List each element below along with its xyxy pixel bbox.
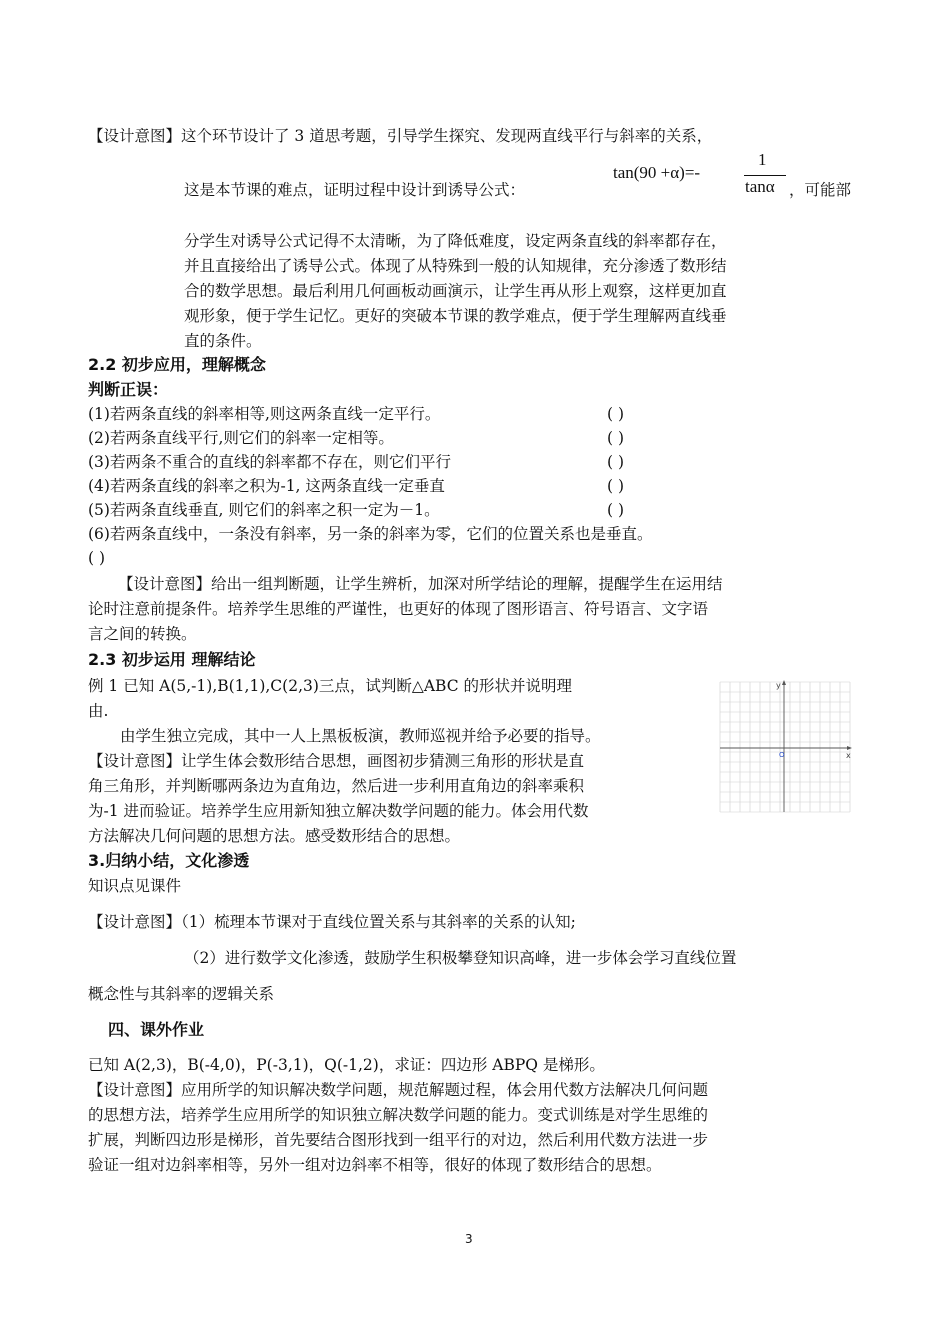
section-heading: 3.归纳小结，文化渗透 [88,851,250,870]
origin-label: O [779,751,785,759]
example-text: 由. [88,702,109,720]
design-intent-line: 并且直接给出了诱导公式。体现了从特殊到一般的认知规律，充分渗透了数形结 [184,257,727,275]
answer-blank: ( ) [607,405,625,423]
design-intent-line: 概念性与其斜率的逻辑关系 [88,985,275,1003]
page-number: 3 [465,1232,473,1246]
judgement-item: (3)若两条不重合的直线的斜率都不存在，则它们平行 [88,453,451,471]
design-intent-line: 验证一组对边斜率相等，另外一组对边斜率不相等，很好的体现了数形结合的思想。 [88,1156,662,1174]
subheading: 判断正误： [88,380,169,399]
answer-blank: ( ) [607,501,625,519]
homework-problem: 已知 A(2,3)，B(-4,0)，P(-3,1)，Q(-1,2)，求证：四边形 ABPQ 是梯形。 [88,1056,605,1074]
design-intent-line: 扩展，判断四边形是梯形，首先要结合图形找到一组平行的对边，然后利用代数方法进一步 [88,1131,709,1149]
design-intent-line: 【设计意图】应用所学的知识解决数学问题，规范解题过程，体会用代数方法解决几何问题 [88,1081,709,1099]
design-intent-line: 这是本节课的难点，证明过程中设计到诱导公式： [184,181,526,199]
design-intent-line: 分学生对诱导公式记得不太清晰，为了降低难度，设定两条直线的斜率都存在， [184,232,727,250]
section-heading: 2.3 初步运用 理解结论 [88,650,256,669]
judgement-item: (1)若两条直线的斜率相等,则这两条直线一定平行。 [88,405,441,423]
fraction-bar [744,175,786,176]
example-guide: 由学生独立完成，其中一人上黑板板演，教师巡视并给予必要的指导。 [120,727,601,745]
design-intent-line: 直的条件。 [184,332,262,350]
design-intent-line: （2）进行数学文化渗透，鼓励学生积极攀登知识高峰，进一步体会学习直线位置 [184,949,737,967]
answer-blank: ( ) [607,453,625,471]
body-text: 知识点见课件 [88,877,182,895]
formula-lhs: tan(90 +α)=- [613,163,701,182]
x-axis-arrow [847,746,852,750]
answer-blank: ( ) [607,429,625,447]
design-intent-line: 的思想方法，培养学生应用所学的知识独立解决数学问题的能力。变式训练是对学生思维的 [88,1106,709,1124]
design-intent-line: 言之间的转换。 [88,625,197,643]
design-intent-line: 方法解决几何问题的思想方法。感受数形结合的思想。 [88,827,461,845]
y-axis-arrow [782,680,786,685]
x-axis-label: x [846,751,851,760]
section-heading: 2.2 初步应用，理解概念 [88,355,266,374]
judgement-item: (5)若两条直线垂直, 则它们的斜率之积一定为－1。 [88,501,440,519]
y-axis-label: y [776,681,781,690]
design-intent-line: 【设计意图】（1）梳理本节课对于直线位置关系与其斜率的关系的认知; [88,913,576,931]
answer-blank: ( ) [607,477,625,495]
design-intent-line: 为-1 进而验证。培养学生应用新知独立解决数学问题的能力。体会用代数 [88,802,589,820]
answer-blank: ( ) [88,549,106,567]
judgement-item: (4)若两条直线的斜率之积为-1, 这两条直线一定垂直 [88,477,445,495]
design-intent-line: 角三角形，并判断哪两条边为直角边，然后进一步利用直角边的斜率乘积 [88,777,585,795]
design-intent-line: 【设计意图】这个环节设计了 3 道思考题，引导学生探究、发现两直线平行与斜率的关系， [88,127,713,145]
example-text: 例 1 已知 A(5,-1),B(1,1),C(2,3)三点，试判断△ABC 的形状并说明理 [88,677,572,695]
design-intent-line: 论时注意前提条件。培养学生思维的严谨性，也更好的体现了图形语言、符号语言、文字语 [88,600,709,618]
judgement-item: (6)若两条直线中，一条没有斜率，另一条的斜率为零，它们的位置关系也是垂直。 [88,525,653,543]
design-intent-line: ，可能部 [789,181,852,199]
coordinate-grid [718,678,854,814]
design-intent-line: 观形象，便于学生记忆。更好的突破本节课的教学难点，便于学生理解两直线垂 [184,307,727,325]
design-intent-line: 合的数学思想。最后利用几何画板动画演示，让学生再从形上观察，这样更加直 [184,282,727,300]
judgement-item: (2)若两条直线平行,则它们的斜率一定相等。 [88,429,394,447]
design-intent-line: 【设计意图】给出一组判断题，让学生辨析，加深对所学结论的理解，提醒学生在运用结 [118,575,723,593]
formula-denominator: tanα [745,177,775,196]
design-intent-line: 【设计意图】让学生体会数形结合思想，画图初步猜测三角形的形状是直 [88,752,585,770]
formula-numerator: 1 [758,150,767,169]
section-heading: 四、课外作业 [108,1020,205,1039]
induction-formula [611,150,789,200]
